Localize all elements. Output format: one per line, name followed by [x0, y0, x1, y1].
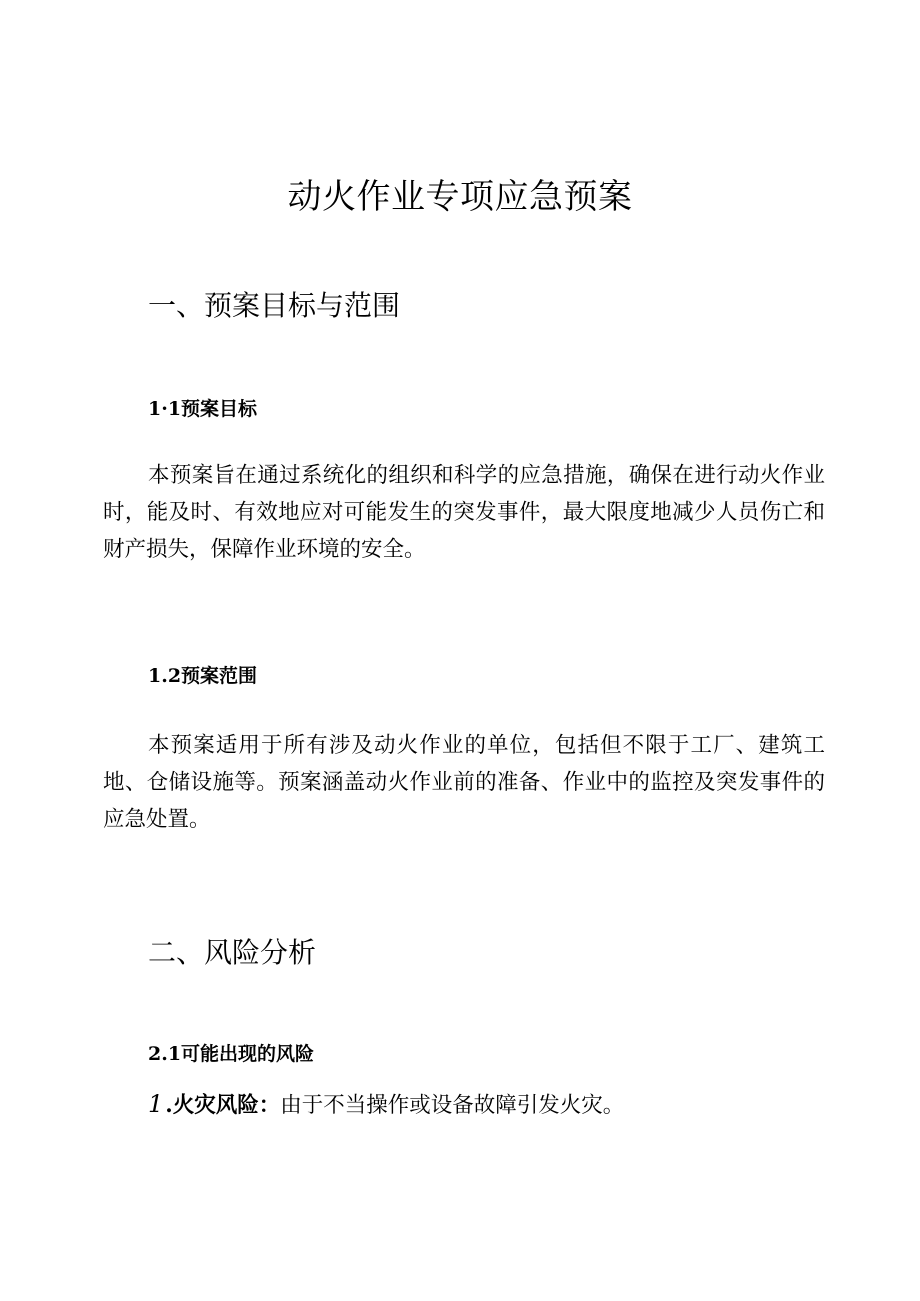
document-title: 动火作业专项应急预案	[287, 177, 633, 217]
list-item-term: 火灾风险：	[172, 1093, 281, 1118]
list-item-text: 由于不当操作或设备故障引发火灾。	[280, 1093, 625, 1118]
subsection-heading-2-1: 2.1可能出现的风险	[148, 1043, 315, 1065]
subsection-heading-1-2: 1.2预案范围	[148, 665, 258, 687]
subsection-heading-1-1: 1·1预案目标	[148, 398, 258, 420]
section-heading-2: 二、风险分析	[148, 936, 317, 969]
list-item-separator: .	[165, 1093, 173, 1118]
paragraph-1-1: 本预案旨在通过系统化的组织和科学的应急措施，确保在进行动火作业时，能及时、有效地应对可能发生的突发事件，最大限度地减少人员伤亡和财产损失，保障作业环境的安全。	[103, 463, 825, 562]
list-item-number: 1	[148, 1090, 164, 1118]
section-heading-1: 一、预案目标与范围	[148, 289, 401, 322]
paragraph-1-2: 本预案适用于所有涉及动火作业的单位，包括但不限于工厂、建筑工地、仓储设施等。预案涵盖动火作业前的准备、作业中的监控及突发事件的应急处置。	[103, 733, 825, 832]
list-item	[148, 1088, 624, 1122]
